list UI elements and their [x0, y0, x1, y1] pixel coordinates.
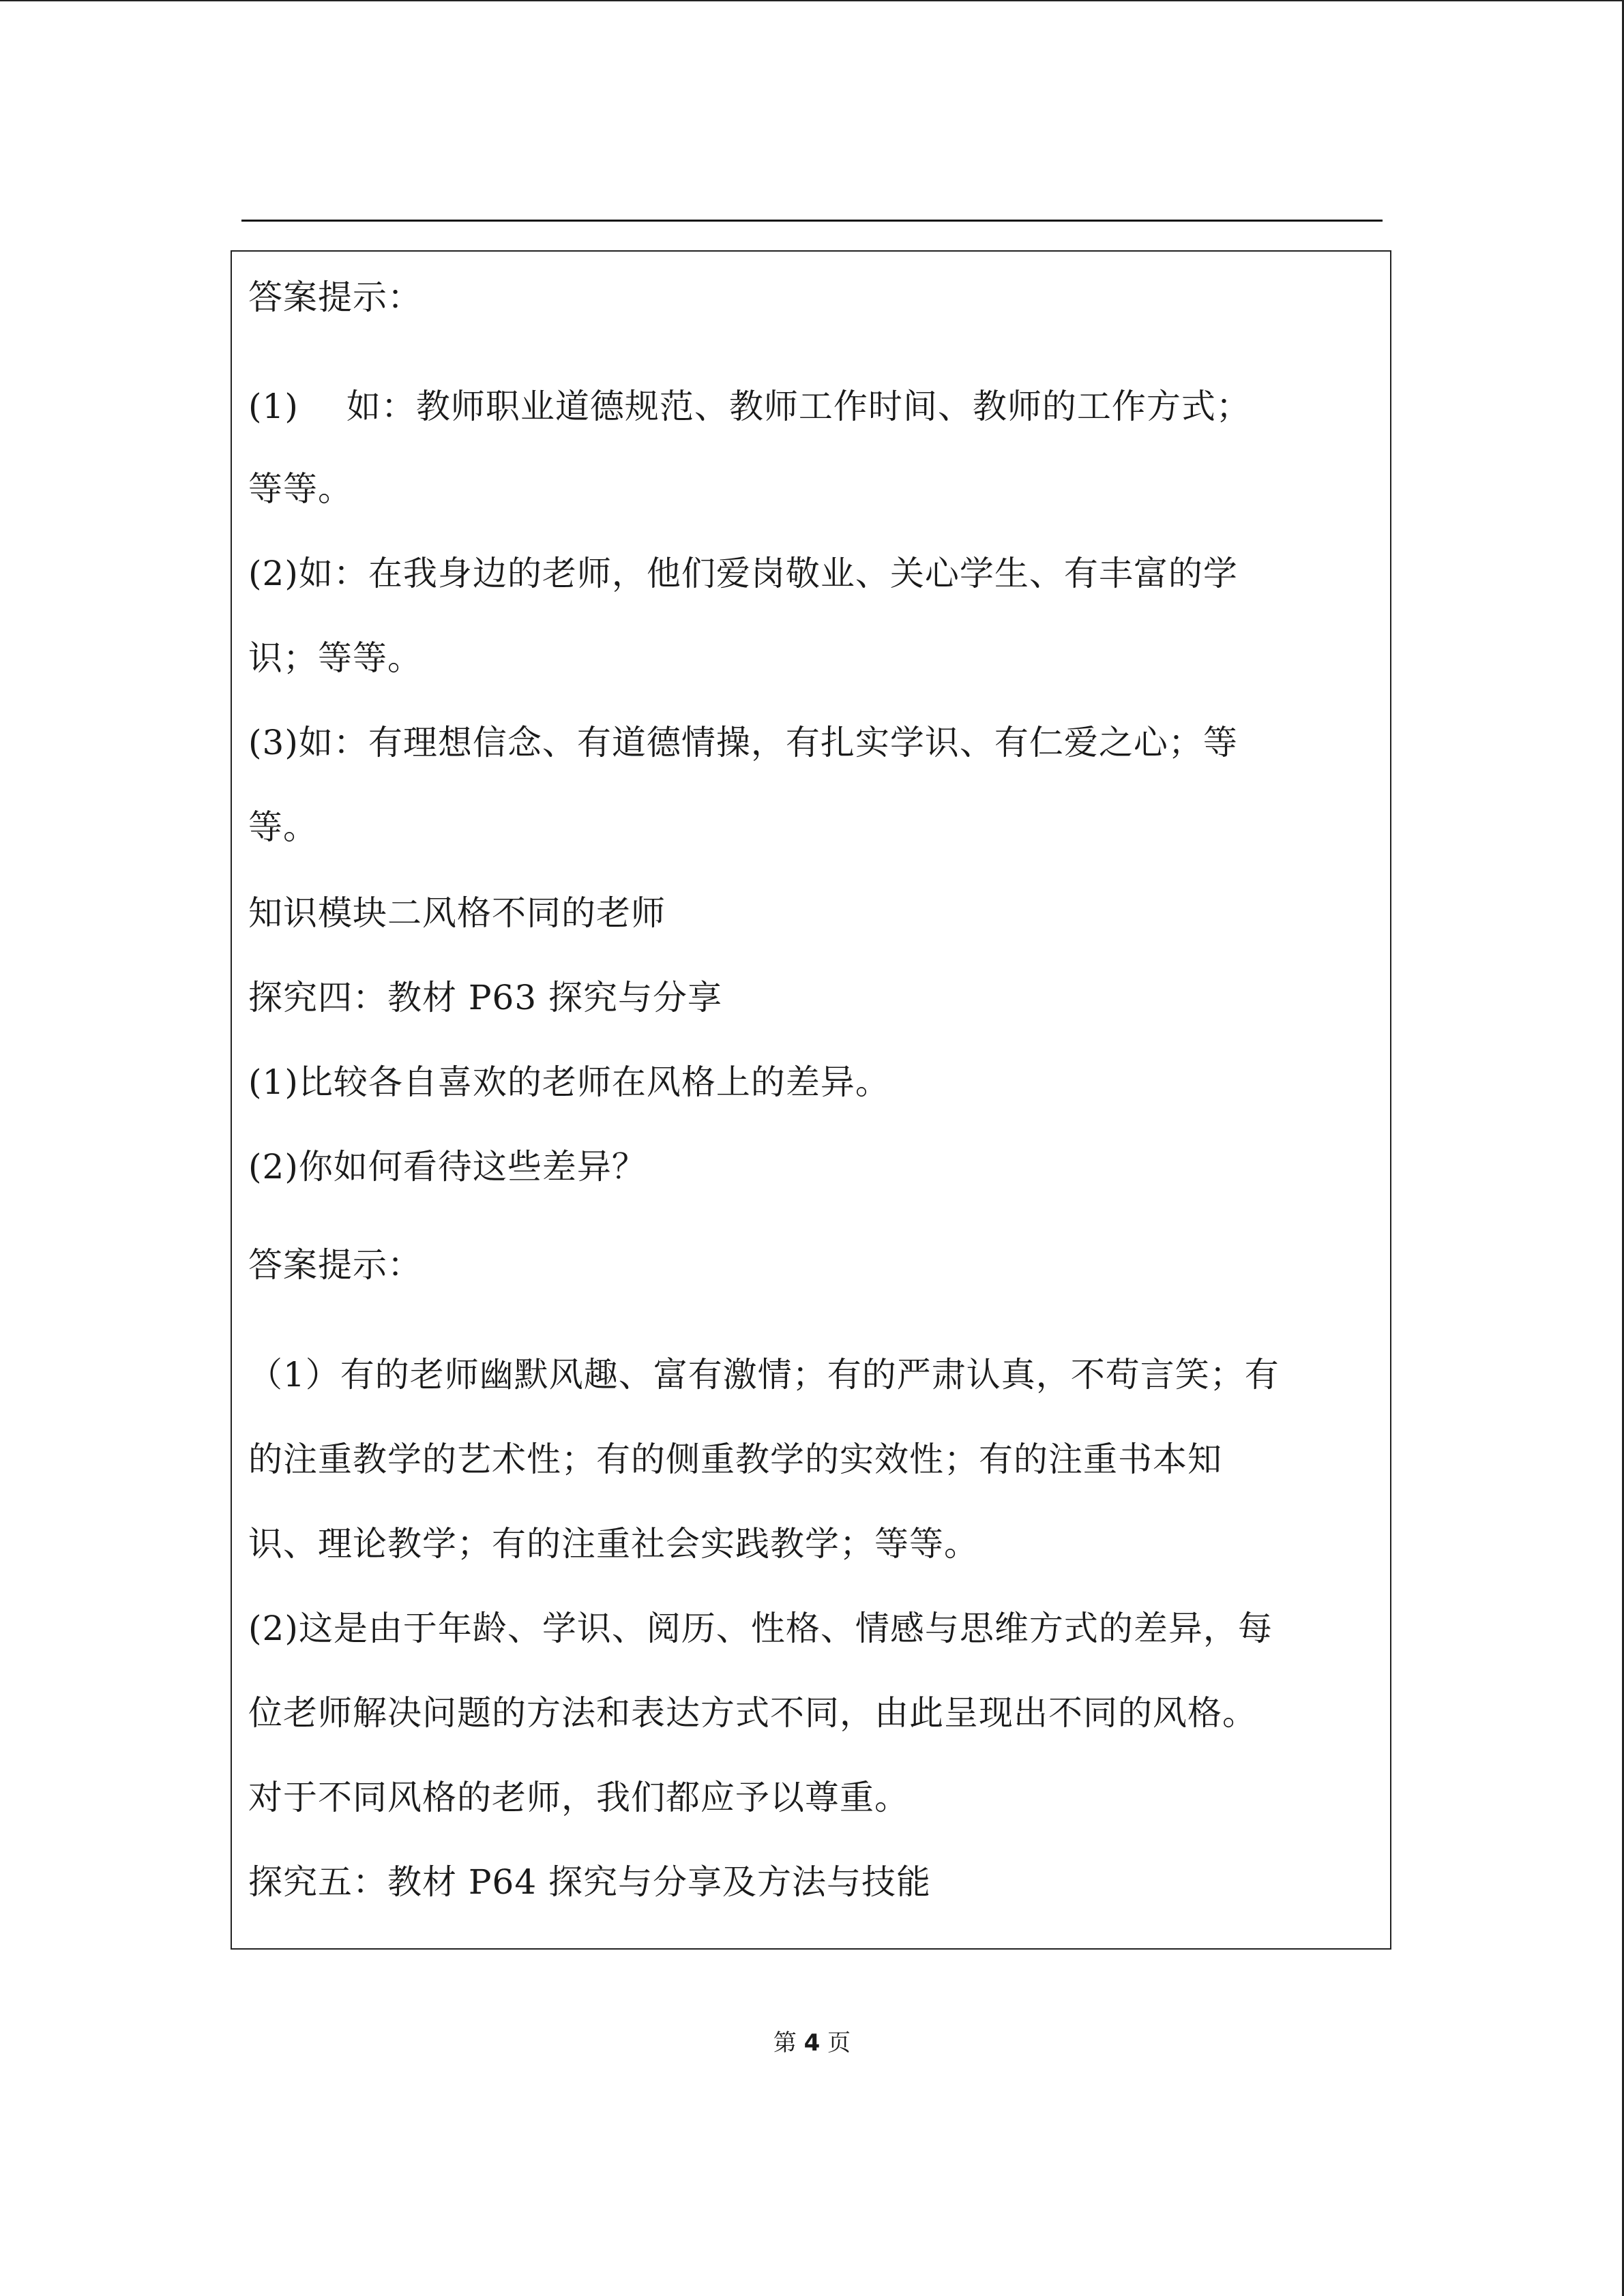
explore-five-heading: 探究五：教材 P64 探究与分享及方法与技能 [248, 1862, 932, 1902]
page-number-prefix: 第 [773, 2029, 797, 2057]
text-line: 位老师解决问题的方法和表达方式不同，由此呈现出不同的风格。 [248, 1693, 1257, 1733]
item-number: (1) [248, 387, 299, 426]
item-text: 如：教师职业道德规范、教师工作时间、教师的工作方式； [346, 387, 1251, 426]
text-line: 识；等等。 [248, 638, 422, 678]
answer-item-1 [248, 386, 1251, 427]
answer-item-3: (3)如：有理想信念、有道德情操，有扎实学识、有仁爱之心；等 [248, 723, 1238, 762]
text-line: 的注重教学的艺术性；有的侧重教学的实效性；有的注重书本知 [248, 1440, 1222, 1479]
page-number-value: 4 [803, 2029, 821, 2057]
header-rule [241, 220, 1383, 222]
page-number-suffix: 页 [827, 2029, 851, 2057]
page-border-top [0, 0, 1624, 1]
answer-item-1: （1）有的老师幽默风趣、富有激情；有的严肃认真，不苟言笑；有 [248, 1355, 1280, 1395]
text-line: 等。 [248, 807, 318, 847]
answer-item-2: (2)如：在我身边的老师，他们爱岗敬业、关心学生、有丰富的学 [248, 554, 1238, 593]
answer-hint-heading: 答案提示： [248, 1245, 422, 1285]
question-2: (2)你如何看待这些差异？ [248, 1147, 647, 1187]
module-heading: 知识模块二风格不同的老师 [248, 893, 666, 933]
text-line: 等等。 [248, 469, 353, 509]
answer-item-2: (2)这是由于年龄、学识、阅历、性格、情感与思维方式的差异，每 [248, 1609, 1273, 1648]
page-number [0, 2029, 1624, 2057]
answer-hint-heading: 答案提示： [248, 278, 422, 317]
question-1: (1)比较各自喜欢的老师在风格上的差异。 [248, 1062, 890, 1102]
text-line: 识、理论教学；有的注重社会实践教学；等等。 [248, 1524, 979, 1564]
content-box [231, 250, 1391, 1950]
explore-four-heading: 探究四：教材 P63 探究与分享 [248, 978, 723, 1017]
text-line: 对于不同风格的老师，我们都应予以尊重。 [248, 1778, 909, 1817]
